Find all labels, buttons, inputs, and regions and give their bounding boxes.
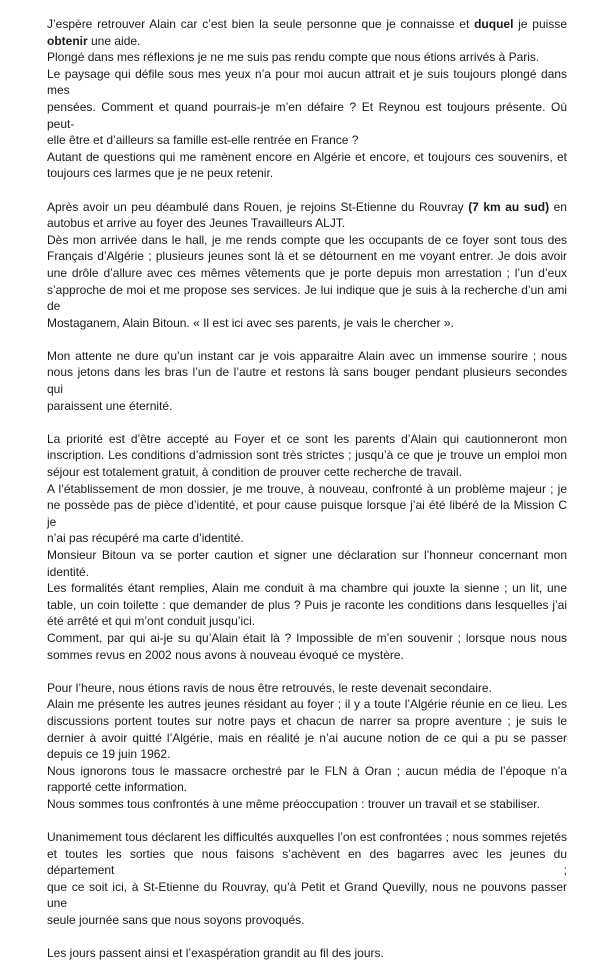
text-line — [47, 730, 567, 747]
text-run: Le paysage qui défile sous mes yeux n’a pour moi aucun attrait et je suis toujours plongé dans mes — [47, 66, 567, 98]
text-run: Plongé dans mes réflexions je ne me suis pas rendu compte que nous étions arrivés à Paris. — [47, 50, 540, 65]
text-line — [47, 431, 567, 448]
text-run: n’ai pas récupéré ma carte d’identité. — [47, 531, 244, 546]
paragraph — [47, 680, 567, 813]
text-line — [47, 763, 567, 780]
paragraph — [47, 348, 567, 414]
text-run: Monsieur Bitoun va se porter caution et signer une déclaration sur l’honneur concernant mon — [47, 548, 567, 562]
text-run: autobus et arrive au foyer des Jeunes Travailleurs ALJT. — [47, 216, 346, 231]
text-line — [47, 696, 567, 713]
text-run: une aide. — [87, 33, 141, 48]
text-run: que ce soit ici, à St-Etienne du Rouvray, qu’à Petit et Grand Quevilly, nous ne pouvons passer une — [47, 879, 567, 911]
text-line — [47, 33, 567, 50]
text-line — [47, 680, 567, 697]
text-line — [47, 597, 567, 614]
text-run: en — [549, 199, 567, 214]
text-line — [47, 481, 567, 498]
text-run: Mon attente ne dure qu’un instant car je vois apparaitre Alain avec un immense sourire ; nous — [47, 348, 567, 363]
paragraph — [47, 829, 567, 929]
text-run: La priorité est d’être accepté au Foyer et ce sont les parents d’Alain qui cautionneront mon — [47, 431, 567, 446]
text-run: Français d’Algérie ; plusieurs jeunes sont là et se détournent en me voyant entrer. Je dois avoir — [47, 249, 567, 264]
text-run: inscription. Les conditions d’admission sont très strictes ; jusqu’à ce que je trouve un emploi mon — [47, 448, 567, 463]
text-line — [47, 779, 567, 796]
paragraph — [47, 431, 567, 663]
paragraph — [47, 199, 567, 332]
text-line — [47, 746, 567, 763]
text-line — [47, 232, 567, 249]
text-run: Après avoir un peu déambulé dans Rouen, je rejoins St-Etienne du Rouvray — [47, 199, 469, 214]
text-line — [47, 348, 567, 365]
paragraph — [47, 945, 567, 962]
text-run: Comment, par qui ai-je su qu’Alain était là ? Impossible de m’en souvenir ; lorsque nous nous — [47, 630, 567, 645]
text-line — [47, 49, 567, 66]
text-run: Mostaganem, Alain Bitoun. « Il est ici avec ses parents, je vais le chercher ». — [47, 315, 454, 330]
text-run: toujours ces larmes que je ne peux retenir. — [47, 166, 274, 181]
text-run: Nous ignorons tous le massacre orchestré par le FLN à Oran ; aucun média de l’époque n’a — [47, 763, 567, 778]
text-run: été arrêté et qui m’ont conduit jusqu’ici. — [47, 614, 256, 629]
text-line — [47, 945, 567, 962]
text-line — [47, 265, 567, 282]
text-run: et toutes les sorties que nous faisons s’achèvent en des bagarres avec les jeunes du département ; — [47, 846, 567, 878]
text-run: nous jetons dans les bras l’un de l’autre et restons là sans bouger pendant plusieurs secondes qui — [47, 365, 567, 397]
text-run: seule journée sans que nous soyons provoqués. — [47, 913, 305, 928]
text-line — [47, 165, 567, 182]
text-run: Nous sommes tous confrontés à une même préoccupation : trouver un travail et se stabiliser. — [47, 796, 540, 811]
text-line — [47, 713, 567, 730]
text-run: sommes revus en 2002 nous avons à nouveau évoqué ce mystère. — [47, 647, 404, 662]
text-line — [47, 16, 567, 33]
text-run: Pour l’heure, nous étions ravis de nous être retrouvés, le reste devenait secondaire. — [47, 680, 492, 695]
text-run: pensées. Comment et quand pourrais-je m’en défaire ? Et Reynou est toujours présente. Où peut- — [47, 99, 567, 131]
text-line — [47, 547, 567, 564]
text-line — [47, 613, 567, 630]
paragraph — [47, 16, 567, 182]
text-line — [47, 199, 567, 216]
text-run: Les jours passent ainsi et l’exaspération grandit au fil des jours. — [47, 946, 384, 961]
text-line — [47, 796, 567, 813]
text-run: dernier à avoir quitté l’Algérie, mais en réalité je n’ai aucune notion de ce qui a pu se passer — [47, 730, 567, 745]
text-run: je puisse — [513, 17, 567, 31]
text-run: séjour est totalement gratuit, à condition de prouver cette recherche de travail. — [47, 465, 462, 480]
text-line — [47, 398, 567, 415]
text-run: Autant de questions qui me ramènent encore en Algérie et encore, et toujours ces souvenirs, et — [47, 149, 567, 164]
bold-text: duquel — [474, 17, 514, 31]
text-line — [47, 282, 567, 315]
text-run: discussions portent toutes sur notre pays et chacun de narrer sa propre aventure ; je suis le — [47, 713, 567, 728]
text-line — [47, 647, 567, 664]
text-run: identité. — [47, 564, 90, 579]
text-run: depuis ce 19 juin 1962. — [47, 747, 171, 762]
text-line — [47, 447, 567, 464]
text-run: s’approche de moi et me propose ses services. Je lui indique que je suis à la recherche d’un ami de — [47, 282, 567, 314]
text-run: A l’établissement de mon dossier, je me trouve, à nouveau, confronté à un problème majeur ; je — [47, 481, 567, 496]
text-line — [47, 66, 567, 99]
text-run: rapporté cette information. — [47, 780, 188, 795]
text-line — [47, 99, 567, 132]
text-line — [47, 497, 567, 530]
text-line — [47, 846, 567, 879]
text-line — [47, 630, 567, 647]
text-line — [47, 364, 567, 397]
text-run: table, un coin toilette : que demander de plus ? Puis je raconte les conditions dans lesquelles j’ai — [47, 597, 567, 612]
text-line — [47, 912, 567, 929]
text-line — [47, 564, 567, 581]
text-run: paraissent une éternité. — [47, 398, 173, 413]
text-line — [47, 829, 567, 846]
text-line — [47, 464, 567, 481]
text-line — [47, 879, 567, 912]
text-line — [47, 315, 567, 332]
text-run: J’espère retrouver Alain car c’est bien la seule personne que je connaisse et — [47, 17, 475, 31]
bold-text: (7 km au sud) — [468, 199, 550, 214]
text-line — [47, 580, 567, 597]
text-line — [47, 215, 567, 232]
text-run: elle être et d’ailleurs sa famille est-elle rentrée en France ? — [47, 133, 359, 148]
text-run: Dès mon arrivée dans le hall, je me rends compte que les occupants de ce foyer sont tous des — [47, 232, 567, 247]
text-run: ne possède pas de pièce d’identité, et pour cause puisque lorsque j’ai été libéré de la Mission C je — [47, 498, 567, 529]
text-line — [47, 248, 567, 265]
document-page — [47, 16, 567, 978]
bold-text: obtenir — [47, 33, 88, 48]
text-run: Unanimement tous déclarent les difficultés auxquelles l’on est confrontées ; nous sommes rejetés — [47, 830, 567, 845]
text-line — [47, 149, 567, 166]
text-run: une drôle d’allure avec ces mêmes vêtements que je porte depuis mon arrestation ; l’un d’eux — [47, 265, 567, 280]
text-line — [47, 132, 567, 149]
text-line — [47, 530, 567, 547]
text-run: Alain me présente les autres jeunes résidant au foyer ; il y a toute l’Algérie réunie en ce lieu. Les — [47, 697, 567, 712]
text-run: Les formalités étant remplies, Alain me conduit à ma chambre qui jouxte la sienne ; un lit, une — [47, 581, 567, 596]
